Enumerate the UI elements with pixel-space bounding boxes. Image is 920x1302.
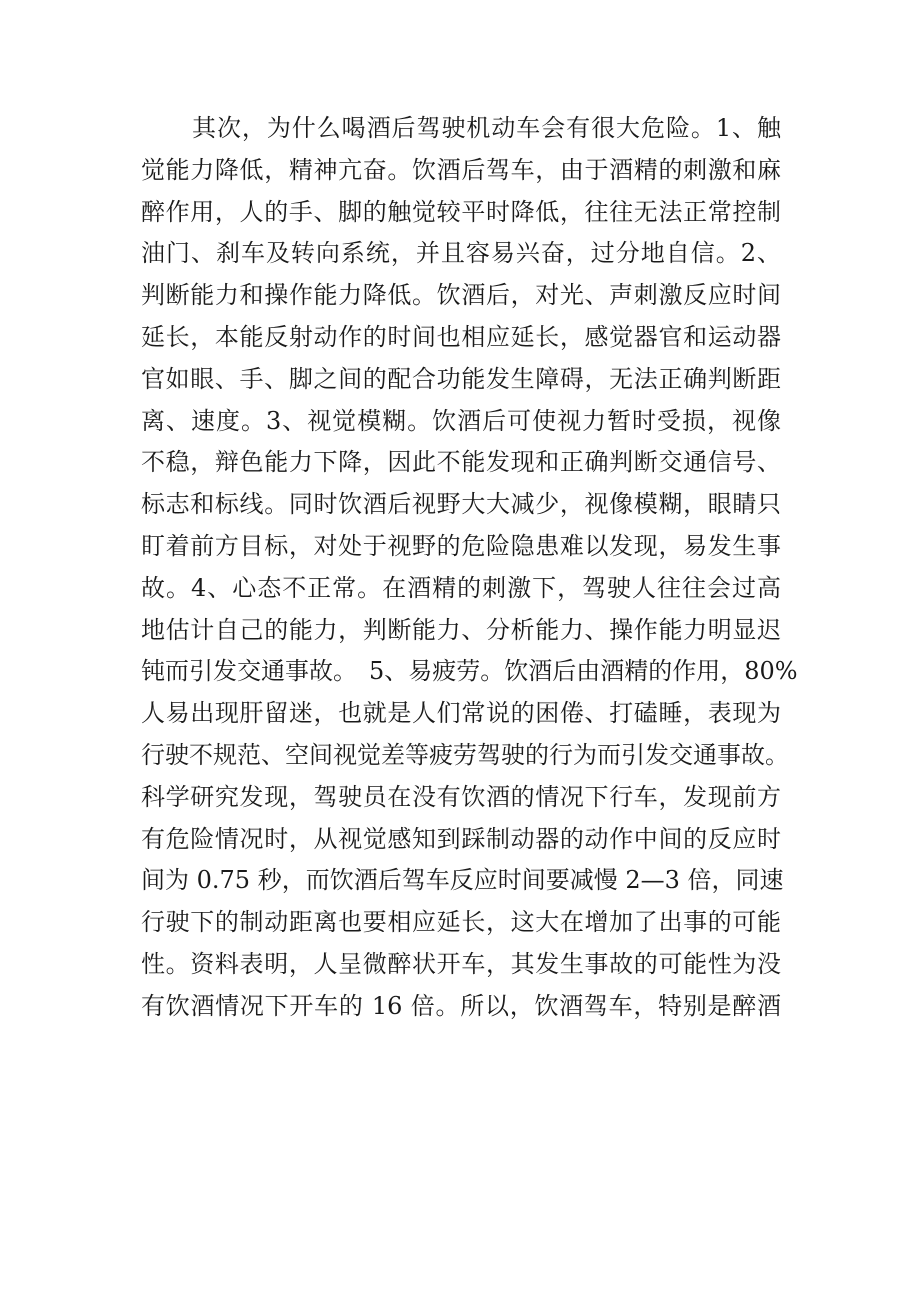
paragraph-line: 有危险情况时，从视觉感知到踩制动器的动作中间的反应时 [141,824,781,853]
paragraph-line: 故。4、心态不正常。在酒精的刺激下，驾驶人往往会过高 [141,573,781,602]
paragraph-line: 不稳，辩色能力下降，因此不能发现和正确判断交通信号、 [141,448,781,477]
paragraph-line: 其次，为什么喝酒后驾驶机动车会有很大危险。1、触 [192,114,781,142]
paragraph-line: 延长，本能反射动作的时间也相应延长，感觉器官和运动器 [141,322,781,351]
paragraph-line: 性。资料表明，人呈微醉状开车，其发生事故的可能性为没 [141,949,781,978]
paragraph-line: 行驶不规范、空间视觉差等疲劳驾驶的行为而引发交通事故。 [141,740,789,769]
paragraph-line: 行驶下的制动距离也要相应延长，这大在增加了出事的可能 [141,908,781,937]
paragraph-line: 醉作用，人的手、脚的触觉较平时降低，往往无法正常控制 [141,197,781,226]
paragraph-line: 间为 0.75 秒，而饮酒后驾车反应时间要减慢 2—3 倍，同速 [141,866,784,895]
paragraph-line: 盯着前方目标，对处于视野的危险隐患难以发现，易发生事 [141,531,781,560]
paragraph-line: 判断能力和操作能力降低。饮酒后，对光、声刺激反应时间 [141,281,781,310]
paragraph-line: 钝而引发交通事故。 5、易疲劳。饮酒后由酒精的作用，80% [141,657,798,686]
paragraph-line: 离、速度。3、视觉模糊。饮酒后可使视力暂时受损，视像 [141,406,781,435]
paragraph-line: 有饮酒情况下开车的 16 倍。所以，饮酒驾车，特别是醉酒 [141,991,781,1020]
paragraph-line: 地估计自己的能力，判断能力、分析能力、操作能力明显迟 [141,615,781,644]
paragraph-line: 油门、刹车及转向系统，并且容易兴奋，过分地自信。2、 [141,239,781,268]
paragraph-line: 觉能力降低，精神亢奋。饮酒后驾车，由于酒精的刺激和麻 [141,155,781,184]
paragraph-line: 官如眼、手、脚之间的配合功能发生障碍，无法正确判断距 [141,364,781,393]
paragraph-line: 标志和标线。同时饮酒后视野大大减少，视像模糊，眼睛只 [141,490,781,519]
body-paragraph [141,108,798,1028]
paragraph-line: 科学研究发现，驾驶员在没有饮酒的情况下行车，发现前方 [141,782,781,811]
paragraph-line: 人易出现肝留迷，也就是人们常说的困倦、打磕睡，表现为 [141,699,781,728]
